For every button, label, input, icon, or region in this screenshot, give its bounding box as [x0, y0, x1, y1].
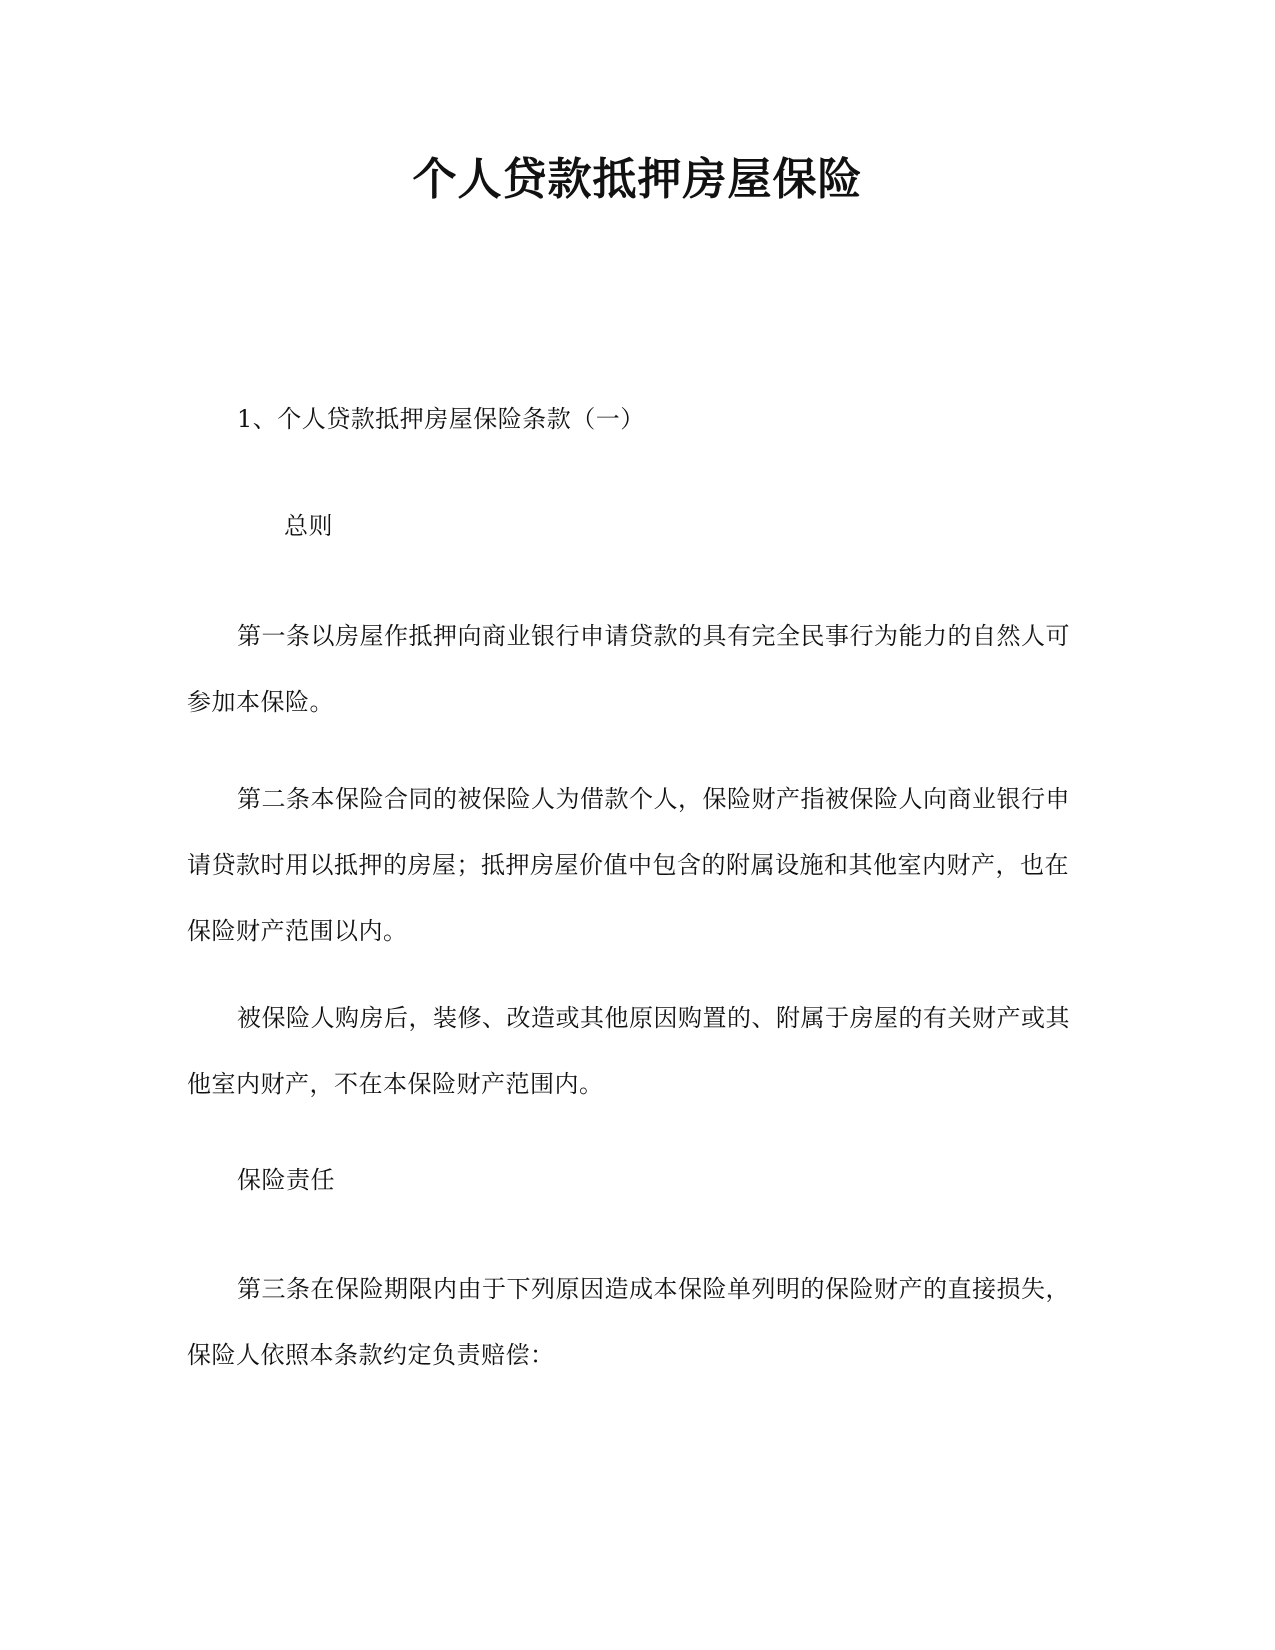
article-2-paragraph: 第二条本保险合同的被保险人为借款个人，保险财产指被保险人向商业银行申请贷款时用以抵押的房屋；抵押房屋价值中包含的附属设施和其他室内财产，也在保险财产范围以内。: [187, 785, 1070, 945]
insurance-liability-heading: 保险责任: [237, 1166, 335, 1194]
section-heading: 1、个人贷款抵押房屋保险条款（一）: [237, 405, 645, 433]
article-1-paragraph: 第一条以房屋作抵押向商业银行申请贷款的具有完全民事行为能力的自然人可参加本保险。: [187, 622, 1070, 716]
document-title: 个人贷款抵押房屋保险: [412, 154, 863, 205]
article-3-paragraph: 第三条在保险期限内由于下列原因造成本保险单列明的保险财产的直接损失，保险人依照本条款约定负责赔偿：: [187, 1275, 1070, 1369]
article-2-exclusion-paragraph: 被保险人购房后，装修、改造或其他原因购置的、附属于房屋的有关财产或其他室内财产，不在本保险财产范围内。: [187, 1004, 1070, 1098]
general-provisions-heading: 总则: [284, 512, 333, 540]
